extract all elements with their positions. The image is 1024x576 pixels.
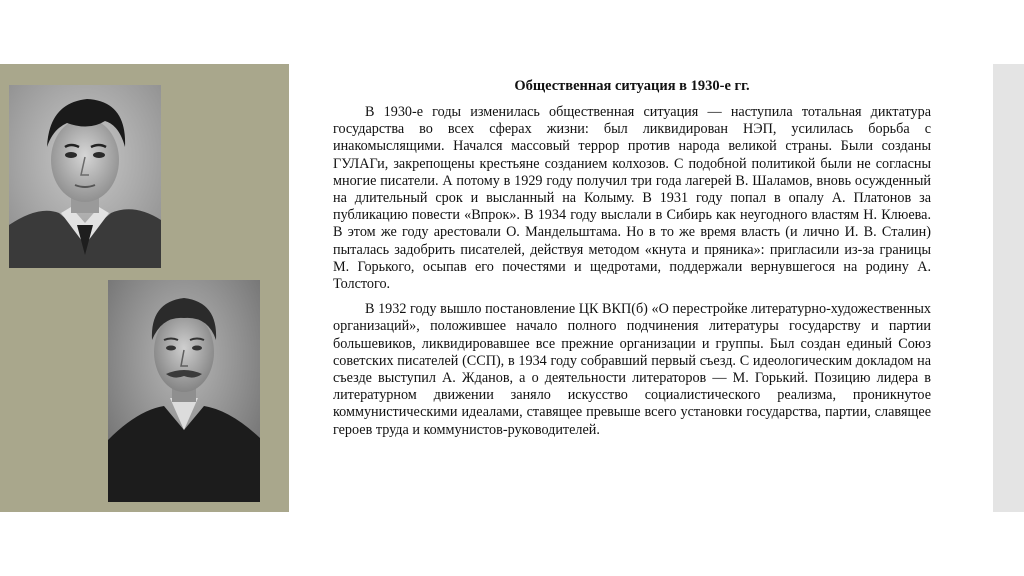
slide-text-content xyxy=(333,77,931,447)
paragraph-2: В 1932 году вышло постановление ЦК ВКП(б) «О перестройке литературно-художественных организаций», положившее начало полного подчинения литературы государству и партии большевиков, ликвидировавшее все прежние организации и группы. Был создан единый Союз советских писателей (ССП), в 1934 году собравший первый съезд. С идеологическим докладом на съезде выступил А. Жданов, а о деятельности литераторов — М. Горький. Позицию лидера в литературном движении заняло искусство социалистического реализма, проникнутое коммунистическими идеалами, ставящее превыше всего установки государства, партии, славящее героев труда и коммунистов-руководителей. xyxy=(333,301,931,438)
portrait-photo-man-with-moustache xyxy=(108,280,260,502)
right-scrollbar[interactable] xyxy=(993,64,1024,512)
slide-title: Общественная ситуация в 1930-е гг. xyxy=(514,78,750,94)
paragraph-1: В 1930-е годы изменилась общественная ситуация — наступила тотальная диктатура государства во всех сферах жизни: был ликвидирован НЭП, усилилась борьба с инакомыслящими. Начался массовый террор против народа великой страны. Были созданы ГУЛАГи, закрепощены крестьяне созданием колхозов. С подобной политикой были не согласны многие писатели. А потому в 1929 году получил три года лагерей В. Шаламов, вновь осужденный на длительный срок и высланный на Колыму. В 1931 году попал в опалу А. Платонов за публикацию повести «Впрок». В 1934 году выслали в Сибирь как неугодного властям Н. Клюева. В этом же году арестовали О. Мандельштама. Но в то же время власть (и лично И. В. Сталин) пыталась задобрить писателей, действуя методом «кнута и пряника»: пригласили из-за границы М. Горького, осыпав его почестями и щедротами, поддержали вернувшегося на родину А. Толстого. xyxy=(333,104,931,293)
slide-top-margin xyxy=(0,0,1024,64)
portrait-photo-young-man xyxy=(9,85,161,268)
